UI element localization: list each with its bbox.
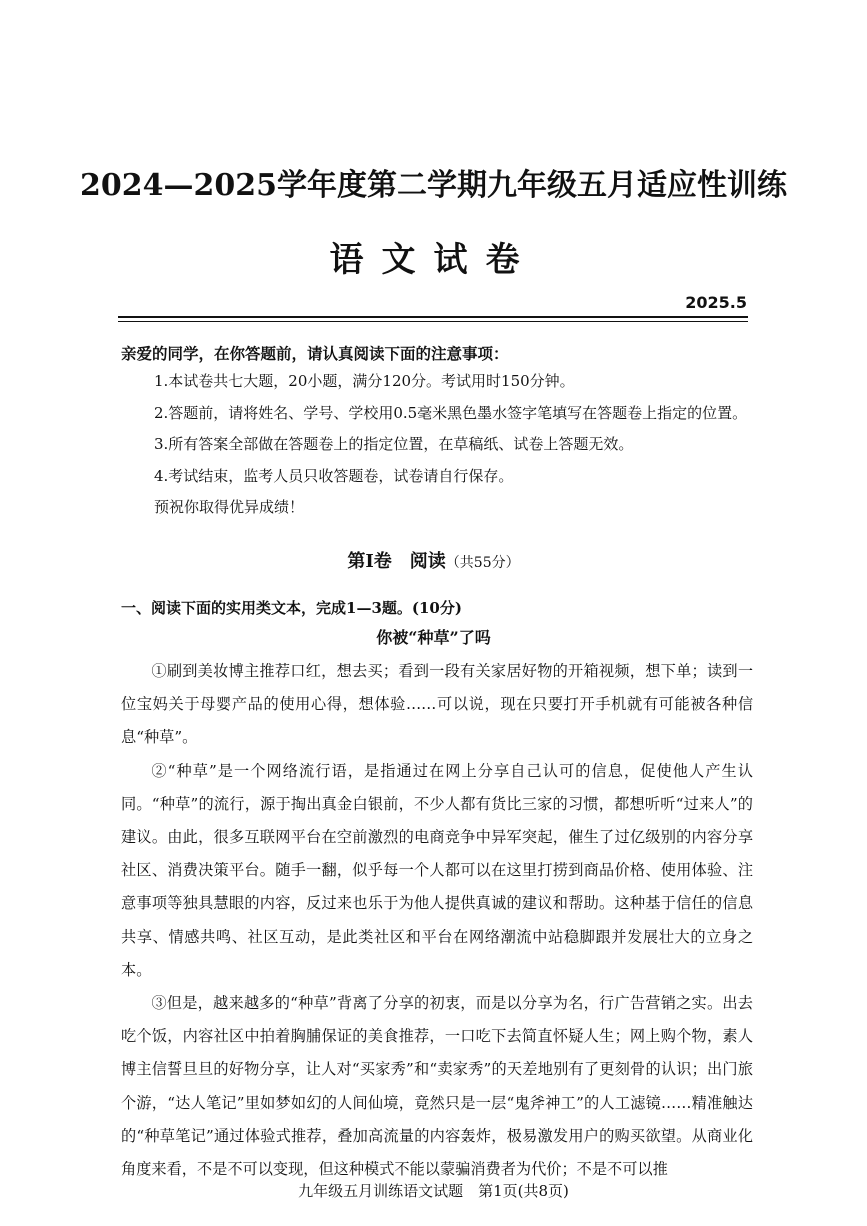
article-paragraph: ②“种草”是一个网络流行语，是指通过在网上分享自己认可的信息，促使他人产生认同。“种草”的流行，源于掏出真金白银前，不少人都有货比三家的习惯，都想听听“过来人”的建议。由此，很多互联网平台在空前激烈的电商竞争中异军突起，催生了过亿级别的内容分享社区、消费决策平台。随手一翻，似乎每一个人都可以在这里打捞到商品价格、使用体验、注意事项等独具慧眼的内容，反过来也乐于为他人提供真诚的建议和帮助。这种基于信任的信息共享、情感共鸣、社区互动，是此类社区和平台在网络潮流中站稳脚跟并发展壮大的立身之本。 bbox=[121, 761, 753, 979]
header-divider-thin bbox=[118, 321, 748, 322]
notice-wish: 预祝你取得优异成绩！ bbox=[154, 498, 305, 516]
header-divider bbox=[118, 316, 748, 318]
section-heading bbox=[0, 547, 867, 573]
notice-heading: 亲爱的同学，在你答题前，请认真阅读下面的注意事项： bbox=[121, 344, 509, 363]
notice-item: 4.考试结束，监考人员只收答题卷，试卷请自行保存。 bbox=[154, 466, 514, 485]
article-title: 你被“种草”了吗 bbox=[376, 628, 491, 647]
exam-title: 2024—2025学年度第二学期九年级五月适应性训练 bbox=[80, 168, 787, 203]
notice-block bbox=[121, 342, 761, 524]
article-paragraph: ③但是，越来越多的“种草”背离了分享的初衷，而是以分享为名，行广告营销之实。出去吃个饭，内容社区中拍着胸脯保证的美食推荐，一口吃下去简直怀疑人生；网上购个物，素人博主信誓旦旦的好物分享，让人对“买家秀”和“卖家秀”的天差地别有了更刻骨的认识；出门旅个游，“达人笔记”里如梦如幻的人间仙境，竟然只是一层“鬼斧神工”的人工滤镜……精准触达的“种草笔记”通过体验式推荐，叠加高流量的内容轰炸，极易激发用户的购买欲望。从商业化角度来看，不是不可以变现，但这种模式不能以蒙骗消费者为代价；不是不可以推 bbox=[121, 994, 753, 1179]
notice-item: 1.本试卷共七大题，20小题，满分120分。考试用时150分钟。 bbox=[154, 372, 575, 390]
section-title: 第Ⅰ卷 阅读 bbox=[347, 551, 446, 572]
page-footer: 九年级五月训练语文试题 第1页(共8页) bbox=[298, 1182, 569, 1200]
article-body bbox=[121, 655, 753, 1186]
question-heading: 一、阅读下面的实用类文本，完成1—3题。(10分) bbox=[121, 599, 462, 617]
article-paragraph: ①刷到美妆博主推荐口红，想去买；看到一段有关家居好物的开箱视频，想下单；读到一位宝妈关于母婴产品的使用心得，想体验……可以说，现在只要打开手机就有可能被各种信息“种草”。 bbox=[121, 662, 753, 747]
exam-date: 2025.5 bbox=[685, 293, 747, 312]
notice-item: 3.所有答案全部做在答题卷上的指定位置，在草稿纸、试卷上答题无效。 bbox=[154, 435, 634, 453]
notice-item: 2.答题前，请将姓名、学号、学校用0.5毫米黑色墨水签字笔填写在答题卷上指定的位置。 bbox=[154, 403, 748, 422]
section-score: （共55分） bbox=[445, 555, 520, 571]
subject-title: 语文试卷 bbox=[329, 240, 538, 280]
